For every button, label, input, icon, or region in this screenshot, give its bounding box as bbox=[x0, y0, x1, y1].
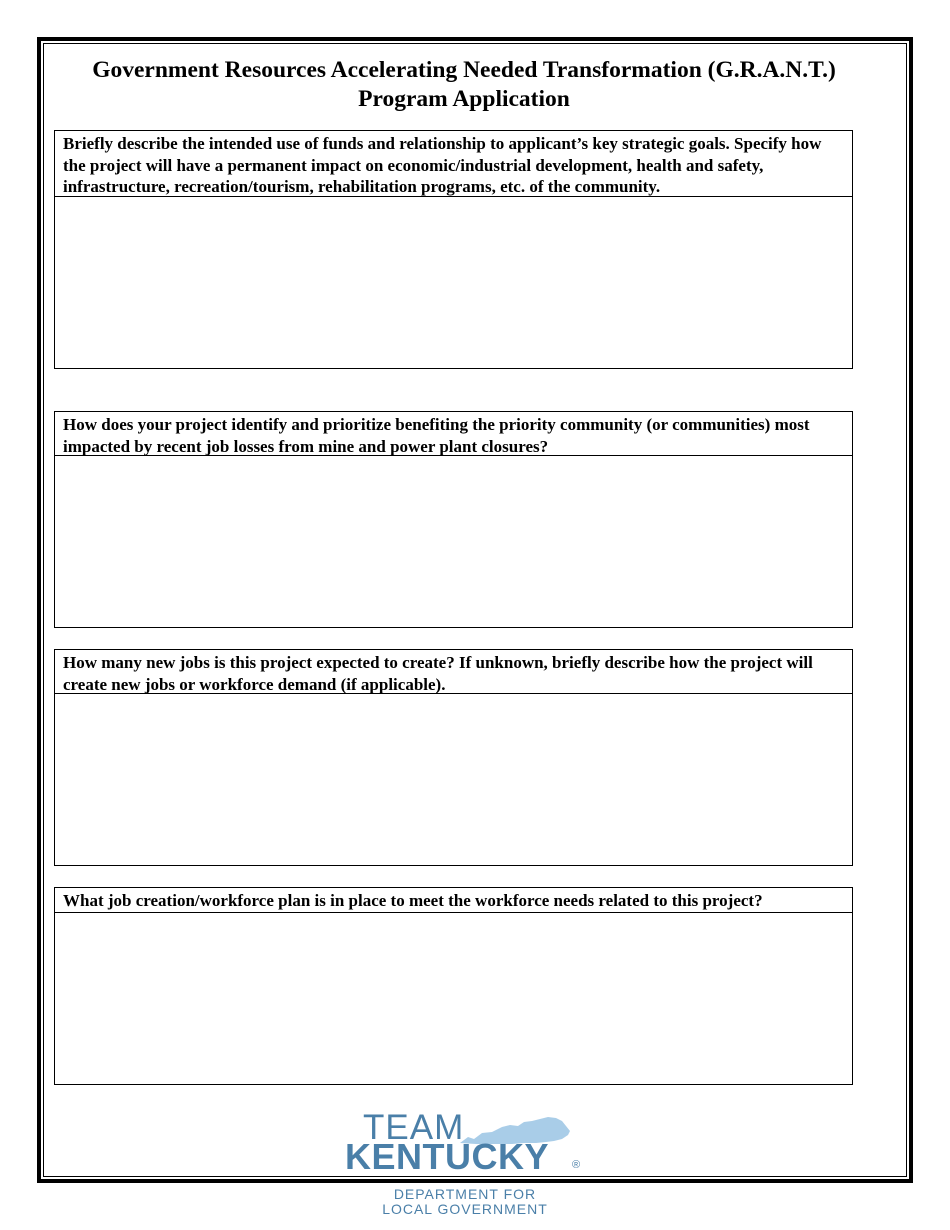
logo-kentucky-text: KENTUCKY bbox=[345, 1136, 550, 1177]
section-priority-community bbox=[54, 411, 853, 628]
question-text: How many new jobs is this project expected to create? If unknown, briefly describe how the project will create new jobs or workforce demand (if applicable). bbox=[55, 650, 852, 694]
title-line-2: Program Application bbox=[358, 86, 570, 112]
section-workforce-plan bbox=[54, 887, 853, 1085]
logo-team-text: TEAM bbox=[363, 1108, 465, 1147]
registered-mark: ® bbox=[572, 1159, 581, 1171]
question-text: Briefly describe the intended use of funds and relationship to applicant’s key strategic goals. Specify how the project will have a permanent impact on economic/industrial development, health and safety, infrastructure, recreation/tourism, rehabilitation programs, etc. of the community. bbox=[55, 131, 852, 197]
logo-department-text bbox=[340, 1187, 590, 1217]
title-line-1: Government Resources Accelerating Needed Transformation (G.R.A.N.T.) bbox=[92, 57, 836, 83]
section-intended-use bbox=[54, 130, 853, 369]
question-text: How does your project identify and prioritize benefiting the priority community (or communities) most impacted by recent job losses from mine and power plant closures? bbox=[55, 412, 852, 456]
section-new-jobs bbox=[54, 649, 853, 866]
team-kentucky-logo bbox=[340, 1110, 590, 1220]
question-text: What job creation/workforce plan is in place to meet the workforce needs related to this project? bbox=[55, 888, 852, 913]
dept-line-2: LOCAL GOVERNMENT bbox=[382, 1201, 548, 1217]
page-title bbox=[50, 56, 878, 114]
dept-line-1: DEPARTMENT FOR bbox=[393, 1186, 537, 1202]
